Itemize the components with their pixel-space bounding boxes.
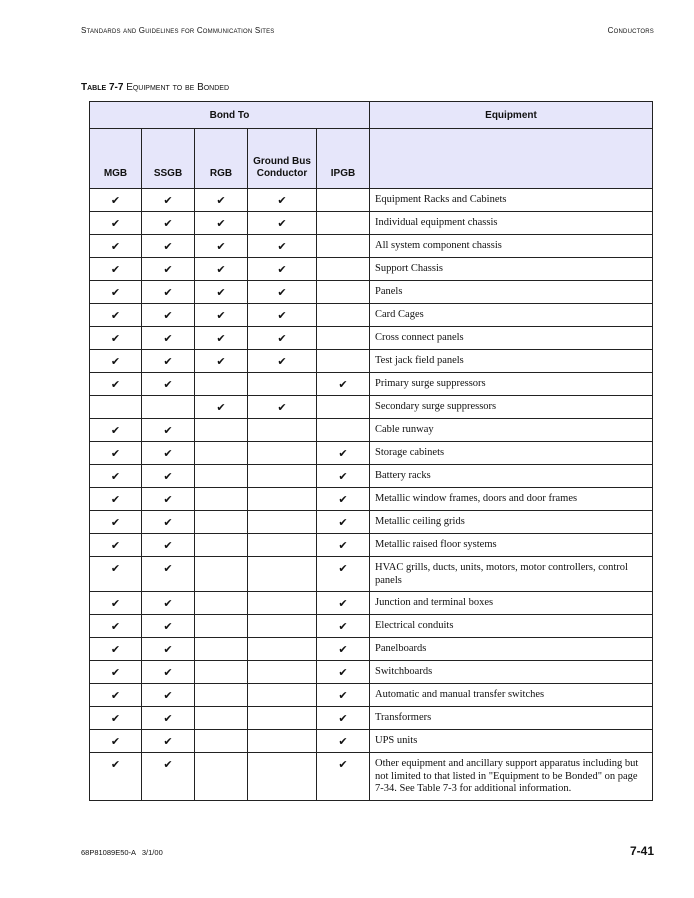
check-cell <box>195 465 248 488</box>
column-header: SSGB <box>142 129 195 189</box>
check-cell <box>142 638 195 661</box>
check-cell <box>195 592 248 615</box>
checkmark-icon: ✔ <box>338 517 348 529</box>
check-cell <box>142 488 195 511</box>
table-row <box>90 281 653 304</box>
equipment-cell: Card Cages <box>370 304 653 327</box>
checkmark-icon: ✔ <box>163 517 173 529</box>
table-row <box>90 684 653 707</box>
equipment-cell: All system component chassis <box>370 235 653 258</box>
checkmark-icon: ✔ <box>163 598 173 610</box>
check-cell <box>195 684 248 707</box>
checkmark-icon: ✔ <box>163 690 173 702</box>
table-row <box>90 304 653 327</box>
check-cell <box>195 615 248 638</box>
check-cell <box>195 511 248 534</box>
bonding-table <box>89 101 653 801</box>
check-cell <box>248 557 317 592</box>
checkmark-icon: ✔ <box>338 448 348 460</box>
checkmark-icon: ✔ <box>110 241 121 253</box>
check-cell <box>195 661 248 684</box>
equipment-cell: Panels <box>370 281 653 304</box>
check-cell <box>142 684 195 707</box>
checkmark-icon: ✔ <box>216 241 226 253</box>
checkmark-icon: ✔ <box>163 264 173 276</box>
table-row <box>90 592 653 615</box>
check-cell <box>142 212 195 235</box>
check-cell <box>248 373 317 396</box>
table-row <box>90 373 653 396</box>
check-cell <box>195 730 248 753</box>
equipment-header: Equipment <box>370 102 653 129</box>
check-cell <box>195 327 248 350</box>
table-row <box>90 212 653 235</box>
equipment-cell: Equipment Racks and Cabinets <box>370 189 653 212</box>
check-cell <box>248 511 317 534</box>
equipment-cell: Metallic raised floor systems <box>370 534 653 557</box>
check-cell <box>142 350 195 373</box>
table-row <box>90 615 653 638</box>
check-cell <box>317 661 370 684</box>
check-cell <box>317 281 370 304</box>
check-cell <box>90 661 142 684</box>
checkmark-icon: ✔ <box>163 195 173 207</box>
check-cell <box>248 661 317 684</box>
check-cell <box>248 212 317 235</box>
page-number: 7-41 <box>629 844 654 858</box>
checkmark-icon: ✔ <box>110 379 121 391</box>
checkmark-icon: ✔ <box>338 667 348 679</box>
check-cell <box>90 281 142 304</box>
check-cell <box>248 419 317 442</box>
column-header: MGB <box>90 129 142 189</box>
checkmark-icon: ✔ <box>216 195 226 207</box>
checkmark-icon: ✔ <box>338 621 348 633</box>
check-cell <box>90 465 142 488</box>
check-cell <box>248 684 317 707</box>
check-cell <box>142 615 195 638</box>
checkmark-icon: ✔ <box>163 563 173 575</box>
table-number: Table 7-7 <box>81 82 124 93</box>
checkmark-icon: ✔ <box>277 402 287 414</box>
document-id: 68P81089E50-A 3/1/00 <box>81 848 163 857</box>
table-row <box>90 396 653 419</box>
running-header-title: Standards and Guidelines for Communication Sites <box>81 26 275 35</box>
check-cell <box>142 281 195 304</box>
check-cell <box>317 212 370 235</box>
check-cell <box>317 419 370 442</box>
checkmark-icon: ✔ <box>277 287 287 299</box>
check-cell <box>195 396 248 419</box>
check-cell <box>90 212 142 235</box>
check-cell <box>90 419 142 442</box>
check-cell <box>317 258 370 281</box>
check-cell <box>142 258 195 281</box>
checkmark-icon: ✔ <box>163 379 173 391</box>
checkmark-icon: ✔ <box>110 218 121 230</box>
table-row <box>90 661 653 684</box>
check-cell <box>142 189 195 212</box>
check-cell <box>90 350 142 373</box>
checkmark-icon: ✔ <box>338 759 348 771</box>
check-cell <box>142 304 195 327</box>
check-cell <box>195 235 248 258</box>
check-cell <box>90 534 142 557</box>
check-cell <box>90 557 142 592</box>
checkmark-icon: ✔ <box>277 333 287 345</box>
checkmark-icon: ✔ <box>110 287 121 299</box>
checkmark-icon: ✔ <box>163 713 173 725</box>
check-cell <box>90 638 142 661</box>
check-cell <box>195 557 248 592</box>
check-cell <box>317 235 370 258</box>
checkmark-icon: ✔ <box>277 310 287 322</box>
checkmark-icon: ✔ <box>216 310 226 322</box>
checkmark-icon: ✔ <box>163 425 173 437</box>
check-cell <box>248 707 317 730</box>
check-cell <box>317 442 370 465</box>
check-cell <box>317 304 370 327</box>
check-cell <box>317 327 370 350</box>
checkmark-icon: ✔ <box>110 644 121 656</box>
checkmark-icon: ✔ <box>216 333 226 345</box>
checkmark-icon: ✔ <box>163 494 173 506</box>
equipment-subheader <box>370 129 653 189</box>
table-row <box>90 465 653 488</box>
check-cell <box>90 684 142 707</box>
table-row <box>90 707 653 730</box>
check-cell <box>90 488 142 511</box>
equipment-cell: Switchboards <box>370 661 653 684</box>
check-cell <box>248 189 317 212</box>
table-title: Equipment to be Bonded <box>126 82 230 93</box>
check-cell <box>142 442 195 465</box>
check-cell <box>90 707 142 730</box>
checkmark-icon: ✔ <box>110 264 121 276</box>
table-row <box>90 258 653 281</box>
check-cell <box>248 258 317 281</box>
checkmark-icon: ✔ <box>163 736 173 748</box>
checkmark-icon: ✔ <box>163 621 173 633</box>
table-row <box>90 511 653 534</box>
table-row <box>90 327 653 350</box>
checkmark-icon: ✔ <box>163 333 173 345</box>
checkmark-icon: ✔ <box>216 218 226 230</box>
bond-to-header: Bond To <box>90 102 370 129</box>
checkmark-icon: ✔ <box>110 598 121 610</box>
checkmark-icon: ✔ <box>163 218 173 230</box>
checkmark-icon: ✔ <box>338 494 348 506</box>
check-cell <box>317 396 370 419</box>
equipment-cell: Storage cabinets <box>370 442 653 465</box>
check-cell <box>248 730 317 753</box>
table-row <box>90 442 653 465</box>
checkmark-icon: ✔ <box>277 264 287 276</box>
check-cell <box>90 235 142 258</box>
checkmark-icon: ✔ <box>277 356 287 368</box>
table-row <box>90 189 653 212</box>
checkmark-icon: ✔ <box>163 287 173 299</box>
check-cell <box>90 753 142 801</box>
check-cell <box>90 511 142 534</box>
checkmark-icon: ✔ <box>277 218 287 230</box>
checkmark-icon: ✔ <box>163 356 173 368</box>
check-cell <box>195 707 248 730</box>
check-cell <box>90 327 142 350</box>
checkmark-icon: ✔ <box>163 667 173 679</box>
check-cell <box>142 592 195 615</box>
checkmark-icon: ✔ <box>110 540 121 552</box>
check-cell <box>317 638 370 661</box>
check-cell <box>142 753 195 801</box>
check-cell <box>195 350 248 373</box>
table-row <box>90 534 653 557</box>
check-cell <box>142 373 195 396</box>
equipment-cell: Metallic window frames, doors and door frames <box>370 488 653 511</box>
checkmark-icon: ✔ <box>110 195 121 207</box>
checkmark-icon: ✔ <box>216 264 226 276</box>
check-cell <box>142 327 195 350</box>
checkmark-icon: ✔ <box>338 598 348 610</box>
check-cell <box>317 511 370 534</box>
table-row <box>90 419 653 442</box>
check-cell <box>90 304 142 327</box>
checkmark-icon: ✔ <box>110 667 121 679</box>
column-header: RGB <box>195 129 248 189</box>
equipment-cell: Junction and terminal boxes <box>370 592 653 615</box>
check-cell <box>142 707 195 730</box>
equipment-cell: Individual equipment chassis <box>370 212 653 235</box>
check-cell <box>90 373 142 396</box>
checkmark-icon: ✔ <box>110 517 121 529</box>
equipment-cell: UPS units <box>370 730 653 753</box>
checkmark-icon: ✔ <box>216 356 226 368</box>
checkmark-icon: ✔ <box>110 621 121 633</box>
check-cell <box>90 442 142 465</box>
equipment-cell: Test jack field panels <box>370 350 653 373</box>
checkmark-icon: ✔ <box>110 356 121 368</box>
check-cell <box>248 350 317 373</box>
equipment-cell: Automatic and manual transfer switches <box>370 684 653 707</box>
check-cell <box>248 592 317 615</box>
checkmark-icon: ✔ <box>110 759 121 771</box>
check-cell <box>317 557 370 592</box>
checkmark-icon: ✔ <box>338 563 348 575</box>
check-cell <box>90 730 142 753</box>
check-cell <box>317 615 370 638</box>
check-cell <box>317 373 370 396</box>
table-row <box>90 488 653 511</box>
check-cell <box>248 235 317 258</box>
check-cell <box>142 396 195 419</box>
checkmark-icon: ✔ <box>277 195 287 207</box>
checkmark-icon: ✔ <box>338 379 348 391</box>
checkmark-icon: ✔ <box>163 241 173 253</box>
checkmark-icon: ✔ <box>163 448 173 460</box>
check-cell <box>248 327 317 350</box>
check-cell <box>317 753 370 801</box>
check-cell <box>248 442 317 465</box>
checkmark-icon: ✔ <box>338 713 348 725</box>
checkmark-icon: ✔ <box>110 425 121 437</box>
checkmark-icon: ✔ <box>338 736 348 748</box>
checkmark-icon: ✔ <box>216 402 226 414</box>
check-cell <box>317 488 370 511</box>
check-cell <box>317 730 370 753</box>
checkmark-icon: ✔ <box>110 736 121 748</box>
table-caption <box>81 82 229 93</box>
checkmark-icon: ✔ <box>338 540 348 552</box>
checkmark-icon: ✔ <box>163 310 173 322</box>
checkmark-icon: ✔ <box>338 471 348 483</box>
check-cell <box>195 258 248 281</box>
check-cell <box>142 557 195 592</box>
equipment-cell: Panelboards <box>370 638 653 661</box>
check-cell <box>195 753 248 801</box>
check-cell <box>195 534 248 557</box>
checkmark-icon: ✔ <box>110 713 121 725</box>
checkmark-icon: ✔ <box>110 310 121 322</box>
table-row <box>90 638 653 661</box>
check-cell <box>195 189 248 212</box>
equipment-cell: Cable runway <box>370 419 653 442</box>
checkmark-icon: ✔ <box>338 690 348 702</box>
check-cell <box>142 730 195 753</box>
equipment-cell: Other equipment and ancillary support apparatus including but not limited to that listed in "Equipment to be Bonded" on page 7-34. See Table 7-3 for additional information. <box>370 753 653 801</box>
check-cell <box>317 350 370 373</box>
table-row <box>90 557 653 592</box>
check-cell <box>248 465 317 488</box>
check-cell <box>317 684 370 707</box>
table-row <box>90 730 653 753</box>
check-cell <box>317 707 370 730</box>
check-cell <box>195 419 248 442</box>
check-cell <box>248 753 317 801</box>
check-cell <box>248 534 317 557</box>
checkmark-icon: ✔ <box>163 644 173 656</box>
equipment-cell: Battery racks <box>370 465 653 488</box>
check-cell <box>195 281 248 304</box>
checkmark-icon: ✔ <box>216 287 226 299</box>
table-row <box>90 753 653 801</box>
checkmark-icon: ✔ <box>163 540 173 552</box>
check-cell <box>248 488 317 511</box>
equipment-cell: Support Chassis <box>370 258 653 281</box>
table-row <box>90 235 653 258</box>
equipment-cell: Transformers <box>370 707 653 730</box>
table-row <box>90 350 653 373</box>
checkmark-icon: ✔ <box>277 241 287 253</box>
check-cell <box>248 304 317 327</box>
equipment-cell: Primary surge suppressors <box>370 373 653 396</box>
running-header-section: Conductors <box>607 26 654 35</box>
check-cell <box>317 534 370 557</box>
check-cell <box>248 638 317 661</box>
checkmark-icon: ✔ <box>110 333 121 345</box>
checkmark-icon: ✔ <box>338 644 348 656</box>
column-header: Ground Bus Conductor <box>248 129 317 189</box>
equipment-cell: Electrical conduits <box>370 615 653 638</box>
check-cell <box>195 212 248 235</box>
check-cell <box>317 465 370 488</box>
checkmark-icon: ✔ <box>163 759 173 771</box>
checkmark-icon: ✔ <box>110 690 121 702</box>
equipment-cell: HVAC grills, ducts, units, motors, motor controllers, control panels <box>370 557 653 592</box>
check-cell <box>195 488 248 511</box>
checkmark-icon: ✔ <box>110 494 121 506</box>
check-cell <box>142 511 195 534</box>
check-cell <box>142 235 195 258</box>
checkmark-icon: ✔ <box>163 471 173 483</box>
column-header: IPGB <box>317 129 370 189</box>
check-cell <box>90 258 142 281</box>
check-cell <box>142 661 195 684</box>
checkmark-icon: ✔ <box>110 563 121 575</box>
equipment-cell: Metallic ceiling grids <box>370 511 653 534</box>
check-cell <box>90 396 142 419</box>
check-cell <box>195 304 248 327</box>
check-cell <box>317 592 370 615</box>
check-cell <box>90 592 142 615</box>
check-cell <box>90 189 142 212</box>
check-cell <box>248 281 317 304</box>
equipment-cell: Cross connect panels <box>370 327 653 350</box>
check-cell <box>142 534 195 557</box>
check-cell <box>317 189 370 212</box>
equipment-cell: Secondary surge suppressors <box>370 396 653 419</box>
check-cell <box>142 419 195 442</box>
check-cell <box>248 615 317 638</box>
check-cell <box>195 638 248 661</box>
checkmark-icon: ✔ <box>110 471 121 483</box>
check-cell <box>142 465 195 488</box>
check-cell <box>90 615 142 638</box>
check-cell <box>195 442 248 465</box>
check-cell <box>195 373 248 396</box>
check-cell <box>248 396 317 419</box>
checkmark-icon: ✔ <box>110 448 121 460</box>
